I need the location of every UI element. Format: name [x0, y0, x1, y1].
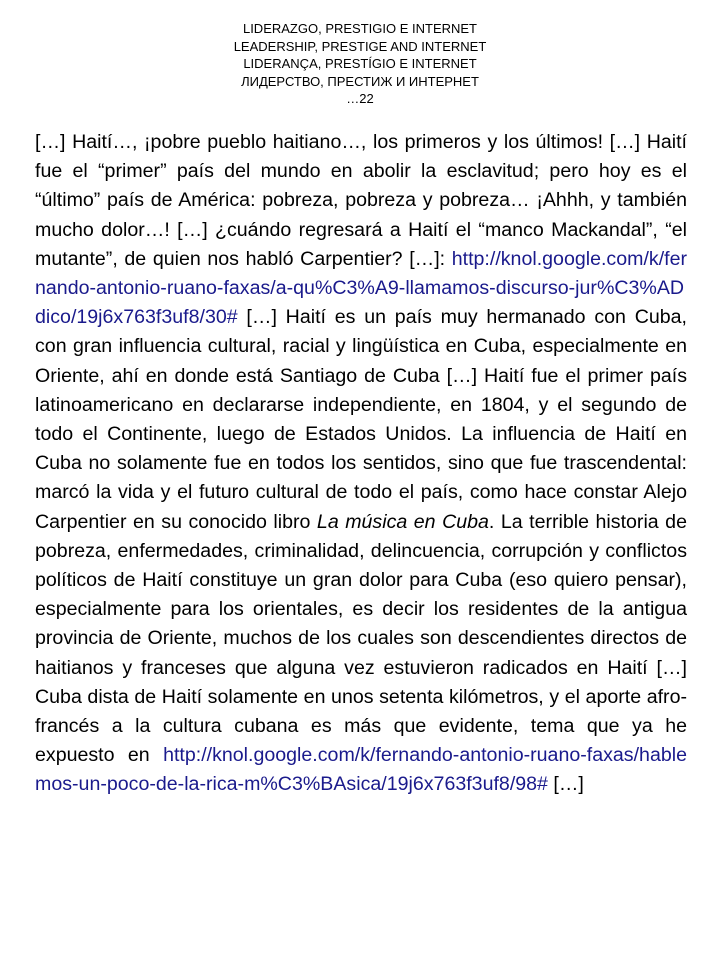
body-text-part-3: . La terrible historia de pobreza, enfermedades, criminalidad, delincuencia, corrupción y conflictos políticos de Haití constituye un gran dolor para Cuba (eso quiero pensar), especialmente para los orientales, es decir los residentes de la antigua provincia de Oriente, muchos de los cuales son descendientes directos de haitianos y franceses que alguna vez estuvieron radicados en Haití […] Cuba dista de Haití solamente en unos setenta kilómetros, y el aporte afro-francés a la cultura cubana es más que evidente, tema que ya he expuesto en [35, 510, 687, 767]
body-text-part-4: […] [547, 773, 584, 796]
body-text-part-1: […] Haití…, ¡pobre pueblo haitiano…, los primeros y los últimos! […] Haití fue el “primer” país del mundo en abolir la esclavitud; pero hoy es el “último” país de América: pobreza, pobreza y pobreza… ¡Ahhh, y también mucho dolor…! […] ¿cuándo regresará a Haití el “manco Mackandal”, “el mutante”, de quien nos habló Carpentier? […]: [35, 131, 687, 270]
header-title-english: LEADERSHIP, PRESTIGE AND INTERNET [233, 38, 487, 54]
book-title: La música en Cuba [316, 510, 489, 533]
rica-musica-link[interactable]: http://knol.google.com/k/fernando-antonio-ruano-faxas/hablemos-un-poco-de-la-rica-m%C3%BAsica/19j6x763f3uf8/98# [35, 744, 687, 796]
discurso-juridico-link[interactable]: http://knol.google.com/k/fernando-antonio-ruano-faxas/a-qu%C3%A9-llamamos-discurso-jur%C3%ADdico/19j6x763f3uf8/30# [35, 247, 687, 329]
page-header [0, 20, 720, 108]
header-title-portuguese: LIDERANÇA, PRESTÍGIO E INTERNET [243, 56, 477, 71]
page-marker: …22 [346, 91, 374, 106]
body-text-part-2: […] Haití es un país muy hermanado con Cuba, con gran influencia cultural, racial y lingüística en Cuba, especialmente en Oriente, ahí en donde está Santiago de Cuba […] Haití fue el primer país latinoamericano en declararse independiente, en 1804, y el segundo de todo el Continente, luego de Estados Unidos. La influencia de Haití en Cuba no solamente fue en todos los sentidos, sino que fue trascendental: marcó la vida y el futuro cultural de todo el país, como hace constar Alejo Carpentier en su conocido libro [35, 306, 687, 533]
header-title-russian: ЛИДЕРСТВО, ПРЕСТИЖ И ИНТЕРНЕТ [241, 73, 479, 89]
body-text [35, 128, 687, 800]
header-title-spanish: LIDERAZGO, PRESTIGIO E INTERNET [242, 21, 478, 36]
body-paragraph [35, 128, 687, 800]
